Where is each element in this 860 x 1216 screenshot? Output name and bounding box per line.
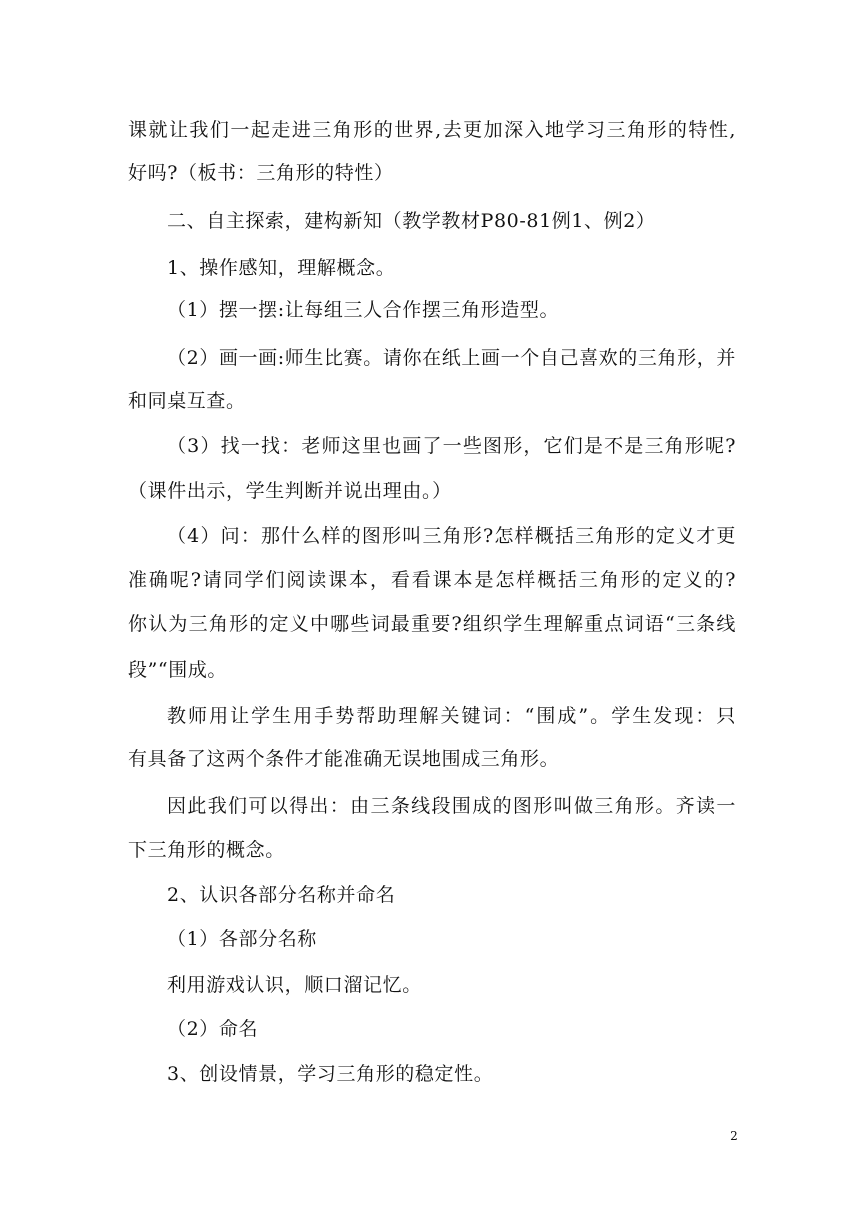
paragraph-line: （1）各部分名称 [167,928,317,950]
subsection-heading: 1、操作感知，理解概念。 [167,257,396,279]
paragraph-line: （2）命名 [167,1018,259,1040]
paragraph-line: 有具备了这两个条件才能准确无误地围成三角形。 [128,748,560,770]
paragraph-line: 教师用让学生用手势帮助理解关键词：“围成”。学生发现：只 [167,705,736,727]
paragraph-line: 课就让我们一起走进三角形的世界,去更加深入地学习三角形的特性, [128,119,736,141]
paragraph-line: 准确呢?请同学们阅读课本，看看课本是怎样概括三角形的定义的? [128,569,736,591]
paragraph-line: 好吗?（板书：三角形的特性） [128,162,394,184]
paragraph-line: 和同桌互查。 [128,390,246,412]
section-heading: 二、自主探索，建构新知（教学教材P80-81例1、例2） [167,210,656,232]
paragraph-line: （2）画一画:师生比赛。请你在纸上画一个自己喜欢的三角形，并 [167,347,736,369]
paragraph-line: 因此我们可以得出：由三条线段围成的图形叫做三角形。齐读一 [167,795,736,817]
page-number: 2 [730,1129,738,1143]
paragraph-line: （1）摆一摆:让每组三人合作摆三角形造型。 [167,299,560,321]
paragraph-line: （3）找一找：老师这里也画了一些图形，它们是不是三角形呢? [167,435,736,457]
paragraph-line: （4）问：那什么样的图形叫三角形?怎样概括三角形的定义才更 [167,525,736,547]
paragraph-line: 下三角形的概念。 [128,839,285,861]
paragraph-line: 利用游戏认识，顺口溜记忆。 [167,974,422,996]
subsection-heading: 3、创设情景，学习三角形的稳定性。 [167,1063,494,1085]
subsection-heading: 2、认识各部分名称并命名 [167,884,396,906]
paragraph-line: 段”“围成。 [128,659,228,681]
paragraph-line: 你认为三角形的定义中哪些词最重要?组织学生理解重点词语“三条线 [128,613,736,635]
paragraph-line: （课件出示，学生判断并说出理由。） [128,480,452,502]
